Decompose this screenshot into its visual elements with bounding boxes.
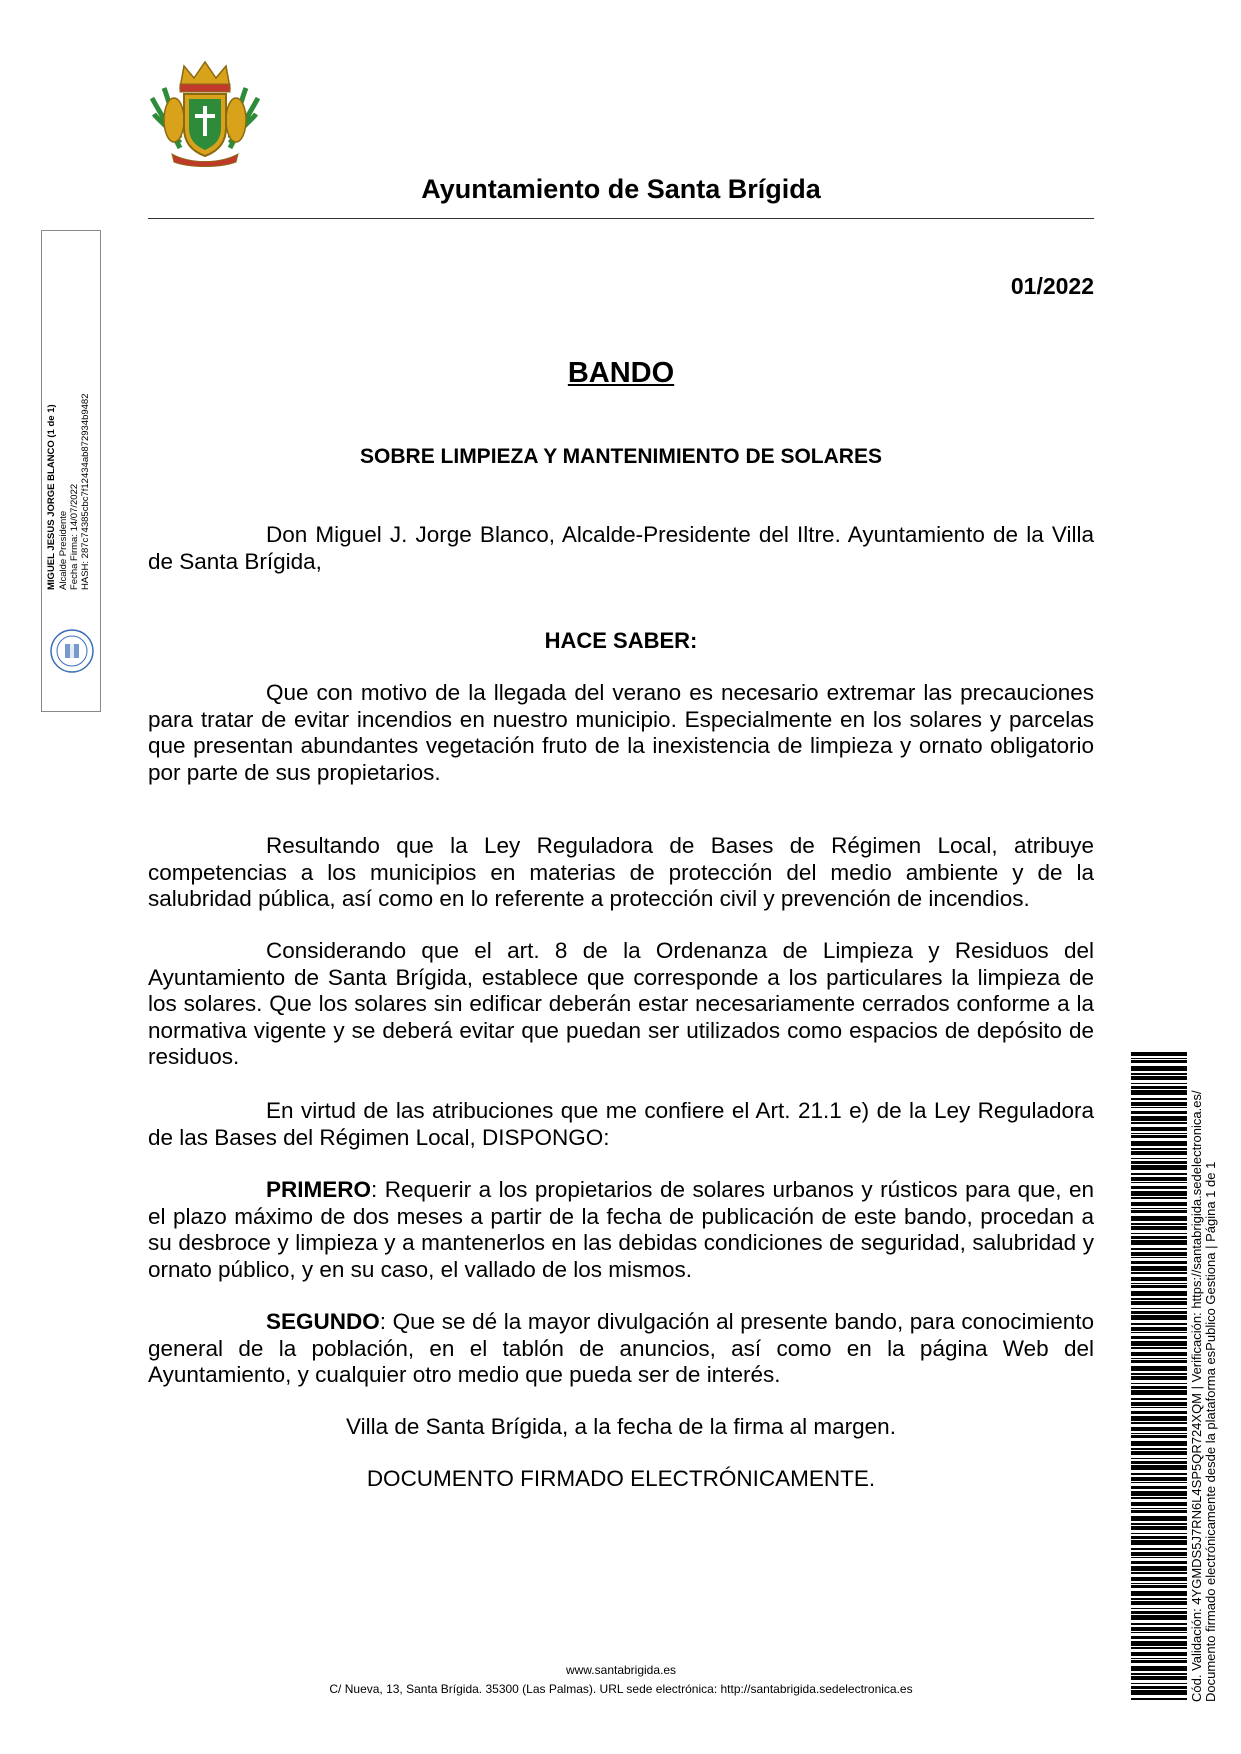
document-number: 01/2022 — [1010, 273, 1094, 299]
primero-text: : Requerir a los propietarios de solares urbanos y rústicos para que, en el plazo máximo de dos meses a partir de la fecha de publicación de este bando, procedan a su desbroce y limpieza y a mantenerlos en las debidas condiciones de seguridad, salubridad y ornato público, y en su caso, el vallado de los mismos. — [148, 1177, 1094, 1282]
segundo-keyword: SEGUNDO — [266, 1309, 380, 1334]
signer-role: Alcalde Presidente — [58, 510, 69, 590]
electronic-signature-note: DOCUMENTO FIRMADO ELECTRÓNICAMENTE. — [366, 1466, 876, 1491]
intro-paragraph: Don Miguel J. Jorge Blanco, Alcalde-Presidente del Iltre. Ayuntamiento de la Villa de Santa Brígida, — [148, 522, 1094, 574]
document-subject: SOBRE LIMPIEZA Y MANTENIMIENTO DE SOLARES — [360, 445, 882, 468]
signer-name: MIGUEL JESUS JORGE BLANCO (1 de 1) — [46, 404, 57, 590]
verification-block — [1190, 1052, 1230, 1702]
primero-keyword: PRIMERO — [266, 1177, 372, 1202]
paragraph-motivo: Que con motivo de la llegada del verano es necesario extremar las precauciones para tratar de evitar incendios en nuestro municipio. Especialmente en los solares y parcelas que presentan abundantes vegetación fruto de la inexistencia de limpieza y ornato obligatorio por parte de sus propietarios. — [148, 680, 1094, 785]
paragraph-dispongo: En virtud de las atribuciones que me confiere el Art. 21.1 e) de la Ley Reguladora de las Bases del Régimen Local, DISPONGO: — [148, 1098, 1094, 1150]
footer-website: www.santabrigida.es — [565, 1663, 677, 1677]
official-seal-icon — [49, 628, 95, 674]
footer-address: C/ Nueva, 13, Santa Brígida. 35300 (Las Palmas). URL sede electrónica: http://santabrigida.sedelectronica.es — [329, 1682, 913, 1696]
organization-title: Ayuntamiento de Santa Brígida — [421, 174, 821, 204]
barcode-icon — [1131, 1052, 1187, 1702]
paragraph-resultando: Resultando que la Ley Reguladora de Bases de Régimen Local, atribuye competencias a los municipios en materias de protección del medio ambiente y de la salubridad pública, así como en lo referente a protección civil y prevención de incendios. — [148, 833, 1094, 911]
hace-saber-heading: HACE SABER: — [544, 628, 698, 653]
segundo-text: : Que se dé la mayor divulgación al presente bando, para conocimiento general de la población, en el tablón de anuncios, así como en la página Web del Ayuntamiento, y cualquier otro medio que pueda ser de interés. — [148, 1309, 1094, 1387]
signature-block — [46, 370, 98, 590]
municipal-coat-of-arms-icon — [150, 58, 260, 170]
header-divider — [148, 218, 1094, 219]
paragraph-considerando: Considerando que el art. 8 de la Ordenanza de Limpieza y Residuos del Ayuntamiento de Santa Brígida, establece que corresponde a los particulares la limpieza de los solares. Que los solares sin edificar deberán estar necesariamente cerrados conforme a la normativa vigente y se deberá evitar que puedan ser utilizados como espacios de depósito de residuos. — [148, 938, 1094, 1069]
document-type: BANDO — [567, 357, 675, 389]
signature-date: Fecha Firma: 14/07/2022 — [69, 483, 80, 590]
validation-code-line: Cód. Validación: 4YGMDS5J7RN6L4SP5QR724XQM | Verificación: https://santabrigida.sedelectronica.es/ — [1189, 1090, 1204, 1702]
platform-note-line: Documento firmado electrónicamente desde la plataforma esPublico Gestiona | Página 1 de 1 — [1203, 1161, 1218, 1702]
signature-hash: HASH: 287c74385cbc7f12434ab872934b9482 — [80, 393, 91, 590]
paragraph-primero — [148, 1177, 1094, 1283]
closing-line: Villa de Santa Brígida, a la fecha de la firma al margen. — [346, 1414, 896, 1439]
paragraph-segundo — [148, 1309, 1094, 1389]
